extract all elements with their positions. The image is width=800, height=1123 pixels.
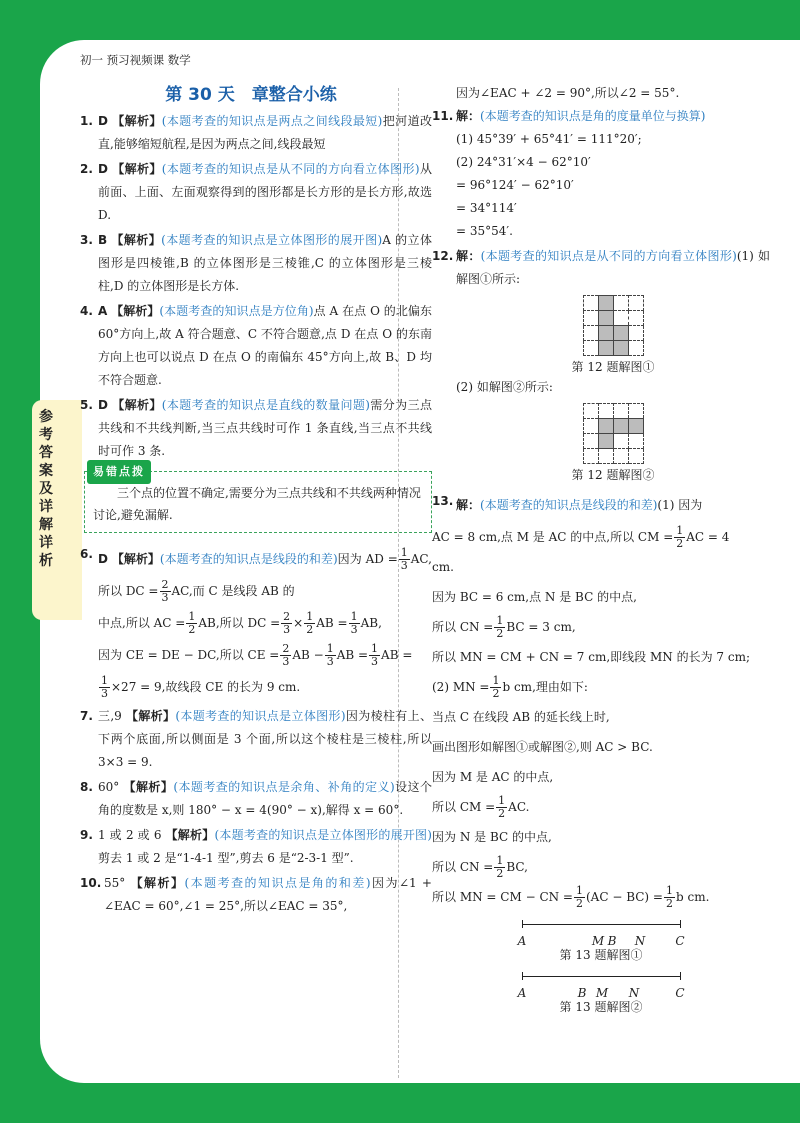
- knowledge-point: (本题考查的知识点是两点之间线段最短): [161, 114, 383, 128]
- fraction: $\frac{2}{3}$: [283, 610, 291, 636]
- point-label: N: [634, 934, 646, 948]
- knowledge-point: (本题考查的知识点是余角、补角的定义): [173, 780, 395, 794]
- analysis-tag: 【解析】: [111, 233, 162, 247]
- math-text: BC = 3 cm,: [506, 620, 576, 634]
- math-text: AB,: [360, 616, 382, 630]
- explanation: (1) 如解图①所示:: [456, 249, 770, 286]
- knowledge-point: (本题考查的知识点是方位角): [159, 304, 314, 318]
- answer: A: [98, 304, 108, 318]
- calc-line: (2) 24°31′×4 − 62°10′: [456, 155, 591, 169]
- view-figure-1: [456, 295, 770, 356]
- analysis-tag: 【解析】: [123, 780, 174, 794]
- point-label: A: [517, 986, 527, 1000]
- point-label: N: [628, 986, 640, 1000]
- explanation: 因为∠1 + ∠EAC = 60°,∠1 = 25°,所以∠EAC = 35°,: [104, 876, 432, 913]
- math-text: 因为 CE = DE − DC,所以 CE =: [98, 648, 280, 662]
- knowledge-point: (本题考查的知识点是从不同的方向看立体图形): [161, 162, 420, 176]
- tip-box: [84, 465, 432, 533]
- math-text: 因为 BC = 6 cm,点 N 是 BC 的中点,: [432, 590, 637, 604]
- math-text: AB =: [336, 648, 369, 662]
- grid-figure: [583, 295, 644, 356]
- explanation: 剪去 1 或 2 是“1-4-1 型”,剪去 6 是“2-3-1 型”.: [98, 851, 354, 865]
- item-number: 3.: [80, 233, 93, 247]
- item-number: 11.: [432, 109, 454, 123]
- math-text: AC,所以 DC =: [98, 552, 432, 598]
- math-text: 中点,所以 AC =: [98, 616, 186, 630]
- answer-item-3: [80, 229, 432, 298]
- item-number: 13.: [432, 494, 454, 508]
- math-text: 所以 CM =: [432, 800, 496, 814]
- knowledge-point: (本题考查的知识点是立体图形的展开图): [214, 828, 432, 842]
- q13-body: [432, 522, 770, 912]
- math-text: b cm,理由如下:: [502, 680, 588, 694]
- page-title: 第 30 天 章整合小练: [165, 85, 337, 105]
- figure-caption: 第 12 题解图②: [571, 468, 655, 482]
- fraction: $\frac{1}{3}$: [101, 674, 108, 700]
- solution-tag: 解：: [456, 249, 481, 263]
- answer: D: [98, 162, 108, 176]
- answer: D: [98, 398, 108, 412]
- side-tab-label: 参考答案及详解详析: [39, 409, 53, 569]
- math-text: AB =: [381, 648, 413, 662]
- math-text: (AC − BC) =: [586, 890, 663, 904]
- math-text: AC,而 C 是线段 AB 的: [171, 584, 295, 598]
- figure-caption: 第 12 题解图①: [571, 360, 655, 374]
- math-text: b cm.: [676, 890, 710, 904]
- tip-text: 三个点的位置不确定,需要分为三点共线和不共线两种情况讨论,避免漏解.: [93, 486, 421, 522]
- math-text: cm.: [432, 560, 454, 574]
- answer-item-1: [80, 110, 432, 156]
- math-text: 因为 M 是 AC 的中点,: [432, 770, 554, 784]
- point-label: B: [577, 986, 587, 1000]
- answer-item-12: [432, 245, 770, 484]
- math-text: (1) 因为: [657, 498, 703, 512]
- explanation: A 的立体图形是四棱锥,B 的立体图形是三棱锥,C 的立体图形是三棱柱,D 的立体图形是长方体.: [98, 233, 432, 293]
- point-label: B: [607, 934, 617, 948]
- analysis-tag: 【解析】: [125, 709, 176, 723]
- knowledge-point: (本题考查的知识点是直线的数量问题): [161, 398, 370, 412]
- item-number: 9.: [80, 828, 93, 842]
- point-label: A: [517, 934, 527, 948]
- explanation: (2) 如解图②所示:: [456, 380, 553, 394]
- answer: 1 或 2 或 6: [98, 828, 162, 842]
- fraction: $\frac{1}{3}$: [326, 642, 334, 668]
- figure-caption: 第 13 题解图①: [559, 948, 643, 962]
- math-text: 因为 AD =: [337, 552, 398, 566]
- side-tab: [32, 400, 82, 620]
- math-text: AB =: [316, 616, 348, 630]
- answer-item-2: [80, 158, 432, 227]
- answer: B: [98, 233, 108, 247]
- knowledge-point: (本题考查的知识点是角的度量单位与换算): [480, 109, 706, 123]
- math-text: ×27 = 9,故线段 CE 的长为 9 cm.: [111, 680, 301, 694]
- analysis-tag: 【解析】: [165, 828, 215, 842]
- grid-figure: [583, 403, 644, 464]
- answer-item-10: [80, 872, 432, 918]
- explanation: 因为棱柱有上、下两个底面,所以侧面是 3 个面,所以这个棱柱是三棱柱,所以 3×3 = 9.: [98, 709, 432, 769]
- analysis-tag: 【解析】: [112, 114, 162, 128]
- knowledge-point: (本题考查的知识点是从不同的方向看立体图形): [480, 249, 737, 263]
- analysis-tag: 【解析】: [111, 304, 160, 318]
- fraction: $\frac{1}{3}$: [350, 610, 358, 636]
- answer-item-8: [80, 776, 432, 822]
- fraction: $\frac{1}{2}$: [576, 884, 583, 910]
- math-text: 因为 N 是 BC 的中点,: [432, 830, 552, 844]
- answer-item-13: [432, 490, 770, 520]
- fraction: $\frac{1}{2}$: [666, 884, 673, 910]
- item-number: 7.: [80, 709, 93, 723]
- item-number: 4.: [80, 304, 93, 318]
- explanation: 把河道改直,能够缩短航程,是因为两点之间,线段最短: [98, 114, 432, 151]
- fraction: $\frac{1}{3}$: [371, 642, 379, 668]
- math-text: 所以 CN =: [432, 620, 494, 634]
- point-label: M: [591, 934, 605, 948]
- math-text: 画出图形如解图①或解图②,则 AC > BC.: [432, 740, 653, 754]
- math-text: AC.: [508, 800, 530, 814]
- point-label: C: [675, 986, 685, 1000]
- tip-badge: 易错点拨: [87, 460, 151, 484]
- fraction: $\frac{1}{2}$: [498, 794, 506, 820]
- fraction: $\frac{1}{2}$: [306, 610, 314, 636]
- calc-line: = 96°124′ − 62°10′: [456, 178, 574, 192]
- solution-tag: 解：: [456, 498, 481, 512]
- fraction: $\frac{2}{3}$: [161, 578, 169, 604]
- item-number: 10.: [80, 876, 102, 890]
- calc-line: = 34°114′: [456, 201, 517, 215]
- explanation: 从前面、上面、左面观察得到的图形都是长方形的是长方形,故选 D.: [98, 162, 432, 222]
- point-label: C: [675, 934, 685, 948]
- figure-caption: 第 13 题解图②: [559, 1000, 643, 1014]
- math-text: AB,所以 DC =: [198, 616, 281, 630]
- fraction: $\frac{2}{3}$: [282, 642, 290, 668]
- answer-item-7: [80, 705, 432, 774]
- analysis-tag: 【解析】: [112, 162, 162, 176]
- fraction: $\frac{1}{2}$: [676, 524, 684, 550]
- answer: 三,9: [98, 709, 122, 723]
- knowledge-point: (本题考查的知识点是立体图形的展开图): [161, 233, 383, 247]
- math-text: 所以 CN =: [432, 860, 494, 874]
- knowledge-point: (本题考查的知识点是角的和差): [184, 876, 371, 890]
- page-sheet: [40, 40, 800, 1083]
- analysis-tag: 【解析】: [112, 398, 162, 412]
- math-text: AC = 4: [686, 530, 730, 544]
- fraction: $\frac{1}{2}$: [188, 610, 196, 636]
- solution-tag: 解：: [456, 109, 481, 123]
- math-text: ×: [293, 616, 304, 630]
- answer-item-5: [80, 394, 432, 463]
- math-text: 当点 C 在线段 AB 的延长线上时,: [432, 710, 610, 724]
- math-text: 所以 MN = CM − CN =: [432, 890, 573, 904]
- right-column: [432, 82, 770, 1016]
- explanation: 设这个角的度数是 x,则 180° − x = 4(90° − x),解得 x = 60°.: [98, 780, 432, 817]
- knowledge-point: (本题考查的知识点是线段的和差): [480, 498, 658, 512]
- math-text: (2) MN =: [432, 680, 490, 694]
- q10-continued: 因为∠EAC + ∠2 = 90°,所以∠2 = 55°.: [456, 86, 680, 100]
- math-text: 所以 MN = CM + CN = 7 cm,即线段 MN 的长为 7 cm;: [432, 650, 750, 664]
- answer-item-4: [80, 300, 432, 392]
- fraction: $\frac{1}{2}$: [496, 854, 504, 880]
- item-number: 12.: [432, 249, 454, 263]
- explanation: 点 A 在点 O 的北偏东 60°方向上,故 A 符合题意、C 不符合题意,点 D 在点 O 的东南方向上也可以说点 D 在点 O 的南偏东 45°方向上,故 B、D 均不符合题意.: [98, 304, 432, 387]
- item-number: 6.: [80, 547, 93, 561]
- point-label: M: [595, 986, 609, 1000]
- math-text: BC,: [506, 860, 528, 874]
- answer: 60°: [98, 780, 120, 794]
- analysis-tag: 【解析】: [111, 552, 160, 566]
- calc-line: (1) 45°39′ + 65°41′ = 111°20′;: [456, 132, 642, 146]
- fraction: $\frac{1}{2}$: [492, 674, 500, 700]
- item-number: 5.: [80, 398, 93, 412]
- math-text: AB −: [292, 648, 324, 662]
- analysis-tag: 【解析】: [130, 876, 185, 890]
- page-header: 初一 预习视频课 数学: [80, 53, 191, 67]
- explanation: 需分为三点共线和不共线判断,当三点共线时可作 1 条直线,当三点不共线时可作 3 条.: [98, 398, 432, 458]
- item-number: 2.: [80, 162, 93, 176]
- fraction: $\frac{1}{3}$: [400, 546, 408, 572]
- answer: D: [98, 552, 108, 566]
- calc-line: = 35°54′.: [456, 224, 513, 238]
- segment-figure-2: [516, 968, 686, 998]
- answer-item-9: [80, 824, 432, 870]
- answer: D: [98, 114, 108, 128]
- left-column: [80, 82, 432, 920]
- answer: 55°: [104, 876, 126, 890]
- knowledge-point: (本题考查的知识点是线段的和差): [159, 552, 338, 566]
- knowledge-point: (本题考查的知识点是立体图形): [175, 709, 346, 723]
- item-number: 8.: [80, 780, 93, 794]
- item-number: 1.: [80, 114, 93, 128]
- math-text: AC = 8 cm,点 M 是 AC 的中点,所以 CM =: [432, 530, 674, 544]
- answer-item-6: [80, 543, 432, 703]
- answer-item-11: [432, 105, 770, 243]
- view-figure-2: [456, 403, 770, 464]
- fraction: $\frac{1}{2}$: [496, 614, 504, 640]
- segment-figure-1: [516, 916, 686, 946]
